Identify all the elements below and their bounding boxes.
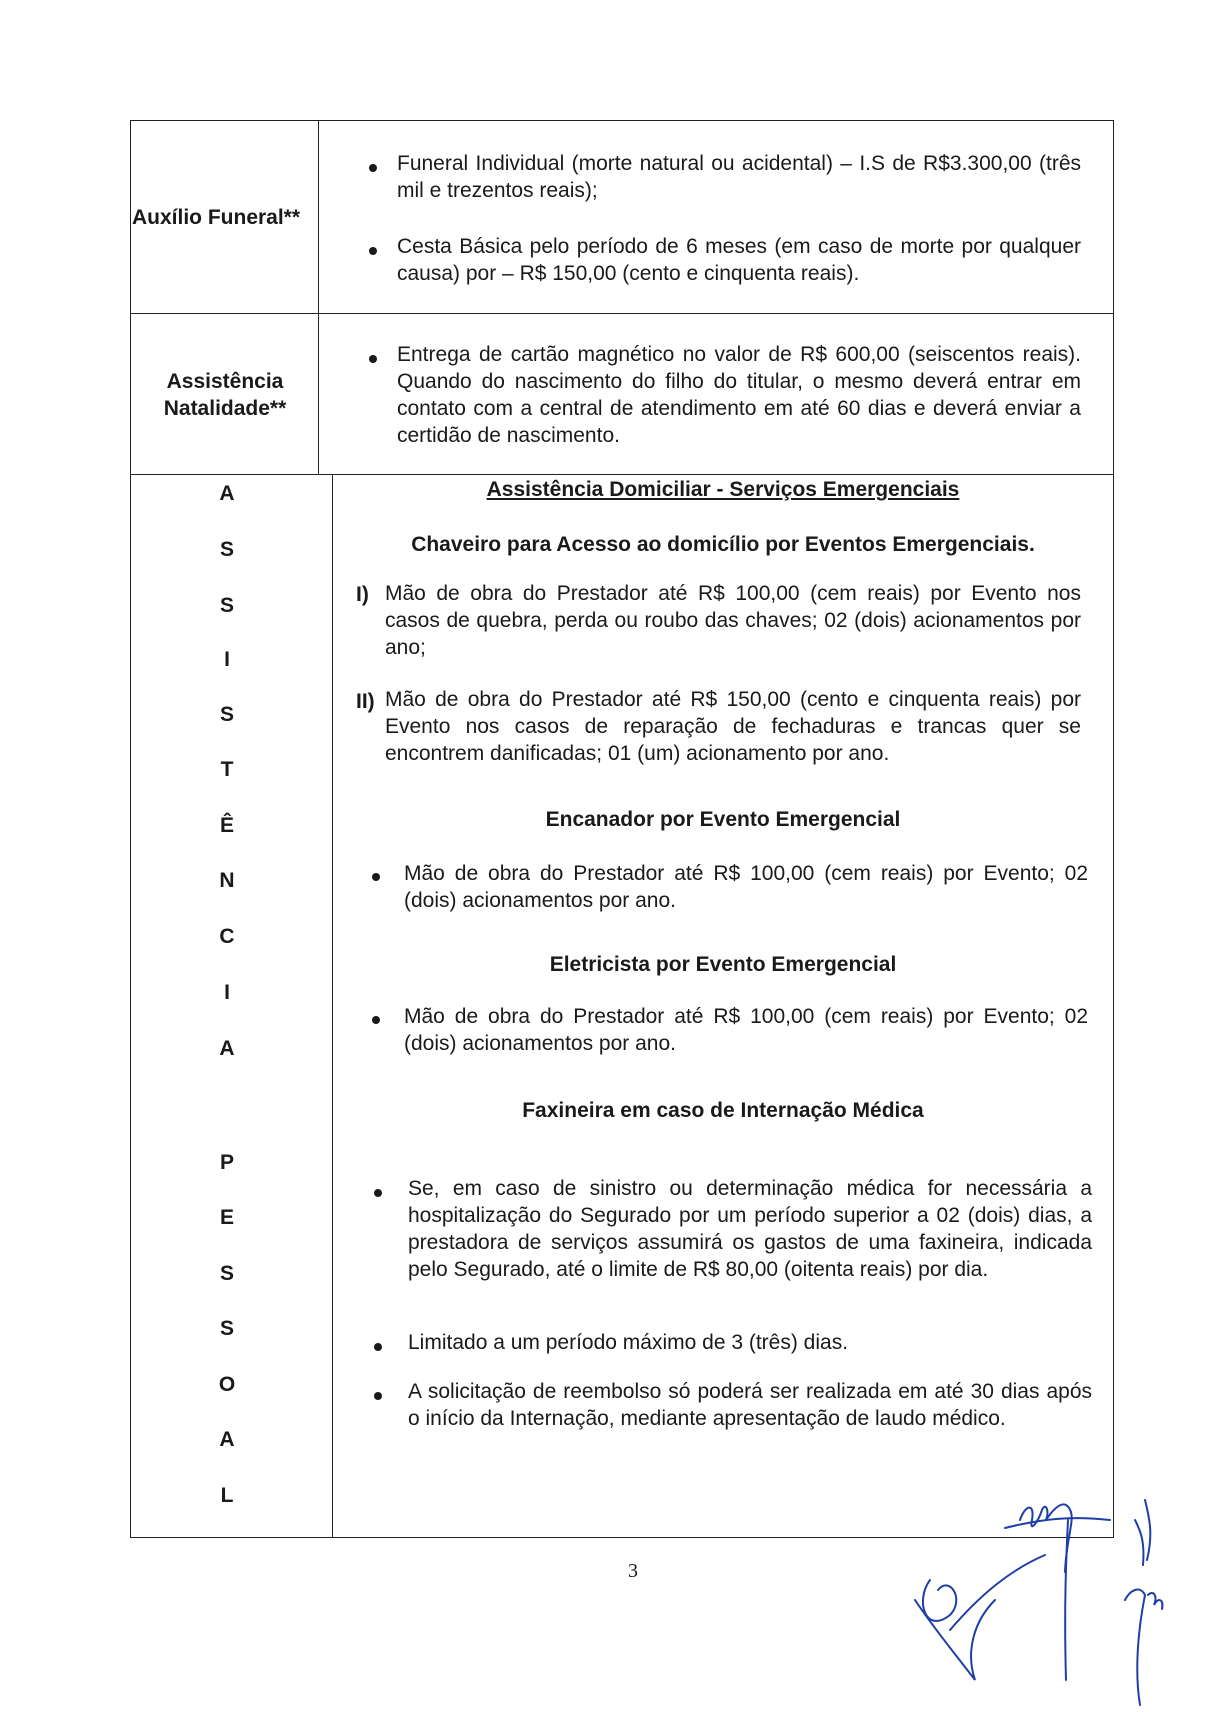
page-number: 3 bbox=[628, 1560, 638, 1582]
vertical-letter: O bbox=[218, 1373, 236, 1396]
eletricista-bullet-1: Mão de obra do Prestador até R$ 100,00 (cem reais) por Evento; 02 (dois) acionamentos por ano. bbox=[404, 1005, 1088, 1055]
eletricista-heading: Eletricista por Evento Emergencial bbox=[549, 953, 897, 976]
vertical-letter: S bbox=[219, 703, 234, 726]
bullet-icon bbox=[369, 164, 377, 172]
faxineira-bullet-1: Se, em caso de sinistro ou determinação médica for necessária a hospitalização do Segurado por um período superior a 02 (dois) dias, a prestadora de serviços assumirá os gastos de uma faxineira, indicada pelo Segurado, até o limite de R$ 80,00 (oitenta reais) por dia. bbox=[408, 1177, 1092, 1281]
item-marker-ii: II) bbox=[356, 690, 375, 713]
vertical-letter: C bbox=[219, 925, 235, 948]
faxineira-heading: Faxineira em caso de Internação Médica bbox=[522, 1099, 924, 1122]
vertical-letter: Ê bbox=[219, 814, 234, 837]
vertical-letter: A bbox=[219, 482, 235, 505]
natalidade-label-line2: Natalidade** bbox=[163, 397, 287, 420]
vertical-letter: S bbox=[219, 1317, 234, 1340]
vertical-letter: S bbox=[219, 594, 234, 617]
vertical-letter: I bbox=[224, 648, 230, 671]
bullet-icon bbox=[369, 247, 377, 255]
chaveiro-heading: Chaveiro para Acesso ao domicílio por Eventos Emergenciais. bbox=[411, 533, 1035, 556]
vertical-letter: E bbox=[219, 1206, 234, 1229]
vertical-letter: I bbox=[224, 981, 230, 1004]
funeral-label: Auxílio Funeral** bbox=[132, 206, 301, 229]
vertical-letter: P bbox=[219, 1151, 234, 1174]
vertical-letter: T bbox=[220, 758, 234, 781]
bullet-icon bbox=[374, 1343, 382, 1351]
chaveiro-item-1: Mão de obra do Prestador até R$ 100,00 (cem reais) por Evento nos casos de quebra, perda ou roubo das chaves; 02 (dois) acionamentos por ano; bbox=[385, 582, 1081, 659]
column-divider-lower bbox=[332, 474, 333, 1537]
bullet-icon bbox=[369, 355, 377, 363]
vertical-letter: A bbox=[219, 1428, 235, 1451]
column-divider bbox=[318, 120, 319, 475]
encanador-heading: Encanador por Evento Emergencial bbox=[545, 808, 901, 831]
funeral-bullet-2: Cesta Básica pelo período de 6 meses (em caso de morte por qualquer causa) por – R$ 150,00 (cento e cinquenta reais). bbox=[397, 235, 1081, 285]
chaveiro-item-2: Mão de obra do Prestador até R$ 150,00 (cento e cinquenta reais) por Evento nos casos de reparação de fechaduras e trancas quer se encontrem danificadas; 01 (um) acionamento por ano. bbox=[385, 688, 1081, 765]
bullet-icon bbox=[372, 1016, 380, 1024]
natalidade-label-line1: Assistência bbox=[166, 370, 284, 393]
vertical-letter: A bbox=[219, 1037, 235, 1060]
natalidade-bullet-1: Entrega de cartão magnético no valor de R$ 600,00 (seiscentos reais). Quando do nascimento do filho do titular, o mesmo deverá entrar em contato com a central de atendimento em até 60 dias e deverá enviar a certidão de nascimento. bbox=[397, 343, 1081, 447]
faxineira-bullet-2: Limitado a um período máximo de 3 (três) dias. bbox=[408, 1331, 849, 1354]
vertical-letter: N bbox=[219, 869, 235, 892]
vertical-letter: L bbox=[220, 1484, 234, 1507]
vertical-letter: S bbox=[219, 538, 234, 561]
assistencia-domiciliar-title: Assistência Domiciliar - Serviços Emergenciais bbox=[486, 478, 960, 501]
encanador-bullet-1: Mão de obra do Prestador até R$ 100,00 (cem reais) por Evento; 02 (dois) acionamentos por ano. bbox=[404, 862, 1088, 912]
bullet-icon bbox=[374, 1189, 382, 1197]
item-marker-i: I) bbox=[356, 583, 369, 606]
row-divider-1 bbox=[130, 313, 1114, 314]
funeral-bullet-1: Funeral Individual (morte natural ou acidental) – I.S de R$3.300,00 (três mil e trezentos reais); bbox=[397, 152, 1081, 202]
faxineira-bullet-3: A solicitação de reembolso só poderá ser realizada em até 30 dias após o início da Internação, mediante apresentação de laudo médico. bbox=[408, 1380, 1092, 1430]
bullet-icon bbox=[372, 873, 380, 881]
vertical-letter: S bbox=[219, 1262, 234, 1285]
bullet-icon bbox=[374, 1392, 382, 1400]
row-divider-2 bbox=[130, 474, 1114, 475]
signature-icon bbox=[900, 1490, 1200, 1710]
